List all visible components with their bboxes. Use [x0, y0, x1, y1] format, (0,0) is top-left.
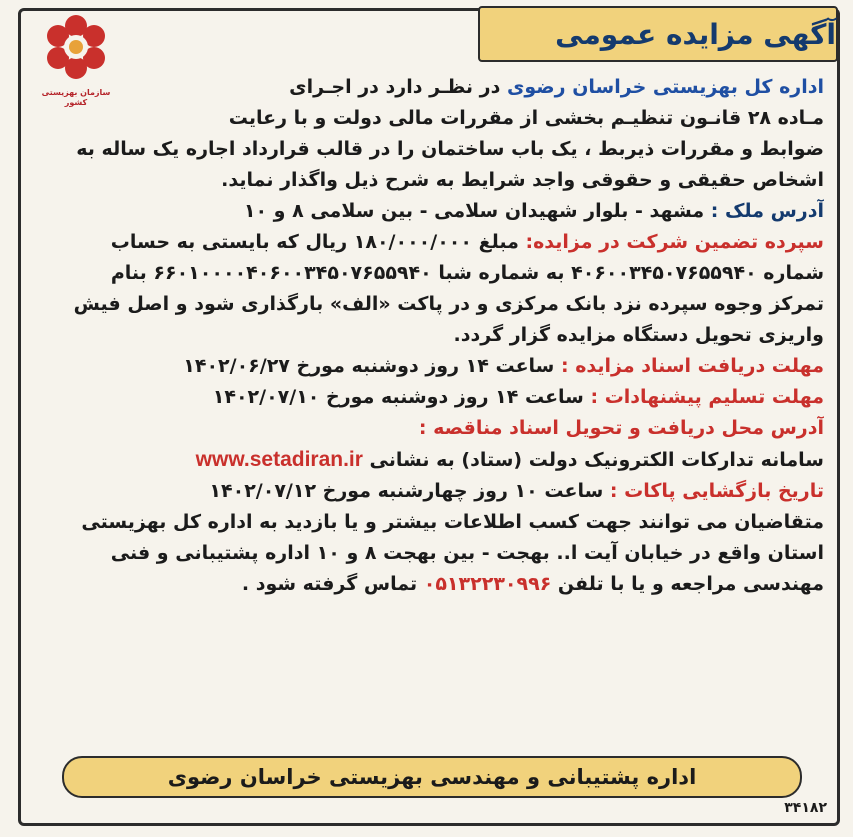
footer-banner [62, 756, 802, 798]
property-address: آدرس ملک : مشهد - بلوار شهیدان سلامی - بین سلامی ۸ و ۱۰ [243, 200, 824, 222]
address-label: آدرس ملک : [710, 200, 824, 222]
title-banner [478, 6, 838, 62]
contact-phone: ۰۵۱۳۲۲۳۰۹۹۶ [423, 573, 552, 595]
notice-title: آگهی مزایده عمومی [555, 17, 836, 51]
deposit-line-1: سپرده تضمین شرکت در مزایده: مبلغ ۱۸۰/۰۰۰/۰۰۰ ریال که بایستی به حساب [110, 231, 824, 253]
docs-location-label: آدرس محل دریافت و تحویل اسناد مناقصه : [418, 417, 824, 439]
opening-date: تاریخ بازگشایی پاکات : ساعت ۱۰ روز چهارشنبه مورخ ۱۴۰۲/۰۷/۱۲ [209, 480, 824, 502]
docs-deadline: مهلت دریافت اسناد مزایده : ساعت ۱۴ روز دوشنبه مورخ ۱۴۰۲/۰۶/۲۷ [183, 355, 824, 377]
intro-line-4: اشخاص حقیقی و حقوقی واجد شرایط به شرح ذیل واگذار نماید. [221, 169, 824, 191]
org-name: اداره کل بهزیستی خراسان رضوی [506, 76, 824, 98]
docs-deadline-label: مهلت دریافت اسناد مزایده : [560, 355, 824, 377]
deposit-line-4: واریزی تحویل دستگاه مزایده گزار گردد. [453, 324, 824, 346]
closing-line-1: متقاضیان می توانند جهت کسب اطلاعات بیشتر و یا بازدید به اداره کل بهزیستی [81, 511, 824, 533]
intro-line-2: مـاده ۲۸ قانـون تنظیـم بخشی از مقررات مالی دولت و با رعایت [228, 107, 824, 129]
docs-location-line: سامانه تدارکات الکترونیک دولت (ستاد) به نشانی www.setadiran.ir [195, 448, 824, 471]
logo-caption: سازمان بهزیستی کشور [41, 88, 111, 107]
ad-code: ۳۴۱۸۲ [784, 800, 827, 816]
deposit-line-3: تمرکز وجوه سپرده نزد بانک مرکزی و در پاکت «الف» بارگذاری شود و اصل فیش [73, 293, 824, 315]
bids-deadline: مهلت تسلیم پیشنهادات : ساعت ۱۴ روز دوشنبه مورخ ۱۴۰۲/۰۷/۱۰ [212, 386, 824, 408]
intro-line-1: اداره کل بهزیستی خراسان رضوی در نظـر دارد در اجـرای [289, 76, 824, 98]
notice-body [34, 72, 824, 600]
setad-website-link[interactable]: www.setadiran.ir [195, 448, 363, 471]
deposit-label: سپرده تضمین شرکت در مزایده: [525, 231, 824, 253]
opening-label: تاریخ بازگشایی پاکات : [609, 480, 824, 502]
closing-line-3: مهندسی مراجعه و یا با تلفن ۰۵۱۳۲۲۳۰۹۹۶ تماس گرفته شود . [241, 573, 824, 595]
deposit-line-2: شماره ۴۰۶۰۰۳۴۵۰۷۶۵۵۹۴۰ به شماره شبا ۶۶۰۱۰۰۰۰۴۰۶۰۰۳۴۵۰۷۶۵۵۹۴۰ بنام [110, 262, 824, 284]
closing-line-2: استان واقع در خیابان آیت ا.. بهجت - بین بهجت ۸ و ۱۰ اداره پشتیبانی و فنی [110, 542, 824, 564]
docs-location-label-line [34, 413, 824, 444]
intro-line-3: ضوابط و مقررات ذیربط ، یک باب ساختمان را در قالب قرارداد اجاره یک ساله به [76, 138, 824, 160]
bids-deadline-label: مهلت تسلیم پیشنهادات : [590, 386, 824, 408]
footer-org: اداره پشتیبانی و مهندسی بهزیستی خراسان رضوی [167, 765, 697, 789]
